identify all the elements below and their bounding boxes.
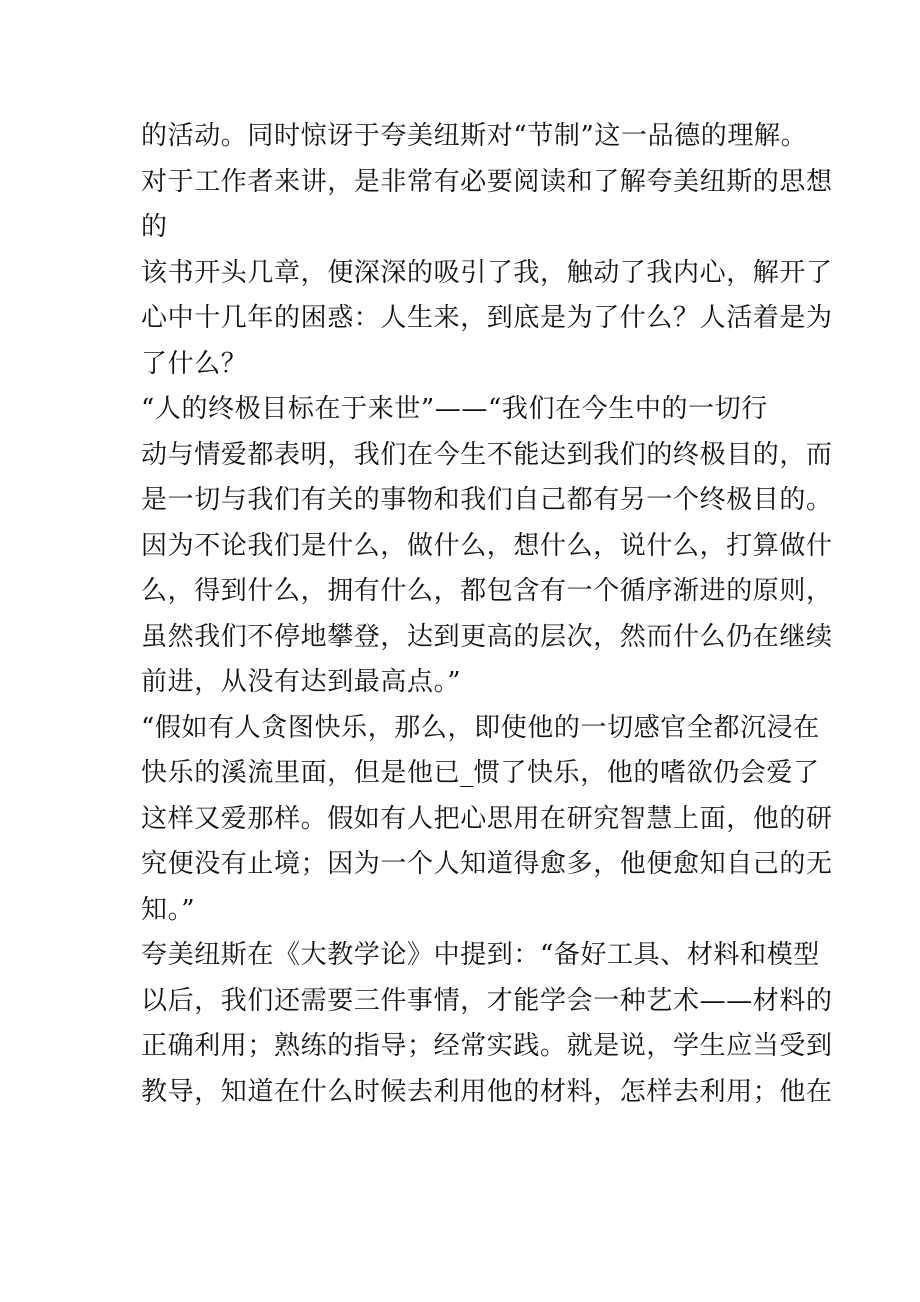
- text-line: 正确利用；熟练的指导；经常实践。就是说，学生应当受到: [141, 1031, 833, 1061]
- text-line: 教导，知道在什么时候去利用他的材料，怎样去利用；他在: [141, 1076, 833, 1107]
- text-line: 虽然我们不停地攀登，达到更高的层次，然而什么仍在继续: [141, 621, 833, 652]
- text-line: 的: [141, 212, 168, 242]
- text-line: 因为不论我们是什么，做什么，想什么，说什么，打算做什: [141, 530, 833, 561]
- text-line: “假如有人贪图快乐，那么，即使他的一切感官全都沉浸在: [141, 712, 820, 743]
- text-line: 动与情爱都表明，我们在今生不能达到我们的终极目的，而: [141, 439, 833, 470]
- text-line: 这样又爱那样。假如有人把心思用在研究智慧上面，他的研: [141, 803, 833, 834]
- text-line: 是一切与我们有关的事物和我们自己都有另一个终极目的。: [141, 485, 833, 515]
- text-line: 前进，从没有达到最高点。”: [141, 667, 462, 697]
- text-line: 么，得到什么，拥有什么，都包含有一个循序渐进的原则，: [141, 576, 833, 606]
- body-text: [141, 114, 833, 1115]
- text-line: 究便没有止境；因为一个人知道得愈多，他便愈知自己的无: [141, 849, 833, 879]
- text-line: 以后，我们还需要三件事情，才能学会一种艺术——材料的: [141, 985, 833, 1016]
- text-line: 夸美纽斯在《大教学论》中提到：“备好工具、材料和模型: [141, 940, 820, 970]
- text-line: 知。”: [141, 894, 196, 925]
- text-line: 心中十几年的困惑：人生来，到底是为了什么？人活着是为: [141, 303, 833, 333]
- text-line: 对于工作者来讲，是非常有必要阅读和了解夸美纽斯的思想: [141, 166, 833, 197]
- text-line: 快乐的溪流里面，但是他已_惯了快乐，他的嗜欲仍会爱了: [141, 758, 820, 788]
- text-line: 该书开头几章，便深深的吸引了我，触动了我内心，解开了: [141, 257, 833, 288]
- text-line: 的活动。同时惊讶于夸美纽斯对“节制”这一品德的理解。: [141, 121, 808, 151]
- text-line: 了什么？: [141, 348, 248, 379]
- text-line: “人的终极目标在于来世”——“我们在今生中的一切行: [141, 394, 768, 424]
